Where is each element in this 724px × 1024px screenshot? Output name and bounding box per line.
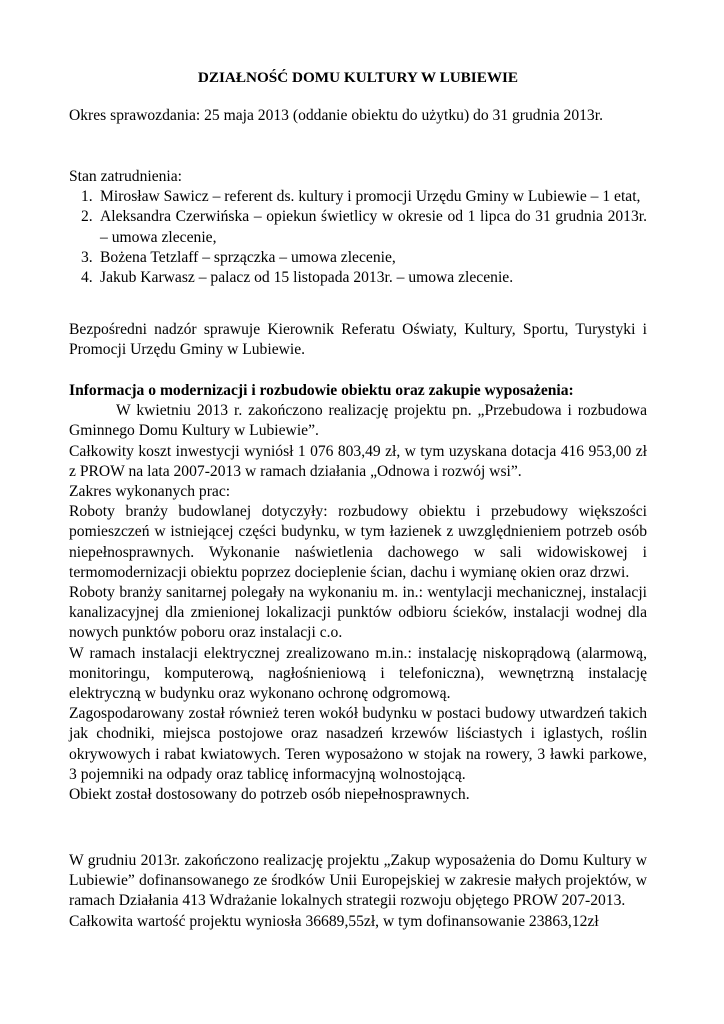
staff-section bbox=[69, 167, 647, 288]
modernization-heading: Informacja o modernizacji i rozbudowie obiektu oraz zakupie wyposażenia: bbox=[69, 382, 574, 399]
reporting-period-text: Okres sprawozdania: 25 maja 2013 (oddanie obiektu do użytku) do 31 grudnia 2013r. bbox=[69, 107, 603, 124]
total-cost: Całkowity koszt inwestycji wyniósł 1 076 803,49 zł, w tym uzyskana dotacja 416 953,00 zł z PROW na lata 2007-2013 w ramach działania „Odnowa i rozwój wsi”. bbox=[69, 442, 647, 480]
staff-item-number: 3. bbox=[81, 248, 93, 266]
modernization-section bbox=[69, 381, 647, 805]
scope-heading: Zakres wykonanych prac: bbox=[69, 483, 231, 501]
equipment-project: W grudniu 2013r. zakończono realizację projektu „Zakup wyposażenia do Domu Kultury w Lubiewie” dofinansowanego ze środków Unii Europejskiej w zakresie małych projektów, w ramach Działania 413 Wdrażanie lokalnych strategii rozwoju objętego PROW 207-2013. bbox=[69, 852, 647, 910]
surroundings-works: Zagospodarowany został również teren wokół budynku w postaci budowy utwardzeń takich jak chodniki, miejsca postojowe oraz nasadzeń krzewów liściastych i iglastych, roślin okrywowych i rabat kwiatowych. Teren wyposażono w stojak na rowery, 3 ławki parkowe, 3 pojemniki na odpady oraz tablicę informacyjną wolnostojącą. bbox=[69, 705, 647, 783]
staff-item bbox=[81, 187, 647, 207]
supervision-text: Bezpośredni nadzór sprawuje Kierownik Referatu Oświaty, Kultury, Sportu, Turystyki i Promocji Urzędu Gminy w Lubiewie. bbox=[69, 321, 647, 359]
supervision bbox=[69, 320, 647, 360]
electrical-works: W ramach instalacji elektrycznej zrealizowano m.in.: instalację niskoprądową (alarmową, monitoringu, komputerową, nagłośnieniową i telefoniczna), wewnętrzną instalację elektryczną w budynku oraz wykonano ochronę odgromową. bbox=[69, 644, 647, 703]
staff-heading: Stan zatrudnienia: bbox=[69, 168, 183, 185]
accessibility-note: Obiekt został dostosowany do potrzeb osób niepełnosprawnych. bbox=[69, 786, 470, 804]
staff-item-text: Mirosław Sawicz – referent ds. kultury i promocji Urzędu Gminy w Lubiewie – 1 etat, bbox=[100, 188, 641, 206]
staff-item-text: Bożena Tetzlaff – sprzączka – umowa zlecenie, bbox=[100, 248, 396, 266]
staff-item-number: 1. bbox=[81, 188, 93, 206]
equipment-cost: Całkowita wartość projektu wyniosła 36689,55zł, w tym dofinansowanie 23863,12zł bbox=[69, 912, 599, 930]
construction-works: Roboty branży budowlanej dotyczyły: rozbudowy obiektu i przebudowy większości pomieszczeń w istniejącej części budynku, w tym łazienek z uwzględnieniem potrzeb osób niepełnosprawnych. Wykonanie naświetlenia dachowego w sali widowiskowej i termomodernizacji obiektu poprzez docieplenie ścian, dachu i wymianę okien oraz drzwi. bbox=[69, 503, 647, 581]
project-intro: W kwietniu 2013 r. zakończono realizację projektu pn. „Przebudowa i rozbudowa Gminnego Domu Kultury w Lubiewie”. bbox=[69, 402, 647, 440]
staff-item bbox=[81, 207, 647, 247]
staff-item-text: Aleksandra Czerwińska – opiekun świetlicy w okresie od 1 lipca do 31 grudnia 2013r. – umowa zlecenie, bbox=[100, 208, 647, 246]
equipment-section bbox=[69, 851, 647, 932]
staff-list bbox=[69, 187, 647, 288]
document-title: DZIAŁNOŚĆ DOMU KULTURY W LUBIEWIE bbox=[197, 69, 519, 86]
reporting-period bbox=[69, 106, 647, 126]
staff-item bbox=[81, 268, 647, 288]
staff-item-text: Jakub Karwasz – palacz od 15 listopada 2013r. – umowa zlecenie. bbox=[100, 269, 514, 287]
staff-item-number: 4. bbox=[81, 269, 93, 287]
staff-item bbox=[81, 248, 647, 268]
sanitary-works: Roboty branży sanitarnej polegały na wykonaniu m. in.: wentylacji mechanicznej, instalacji kanalizacyjnej dla zmienionej lokalizacji punktów odbioru ścieków, instalacji wodnej dla nowych punktów poboru oraz instalacji c.o. bbox=[69, 584, 647, 642]
staff-item-number: 2. bbox=[81, 208, 93, 226]
